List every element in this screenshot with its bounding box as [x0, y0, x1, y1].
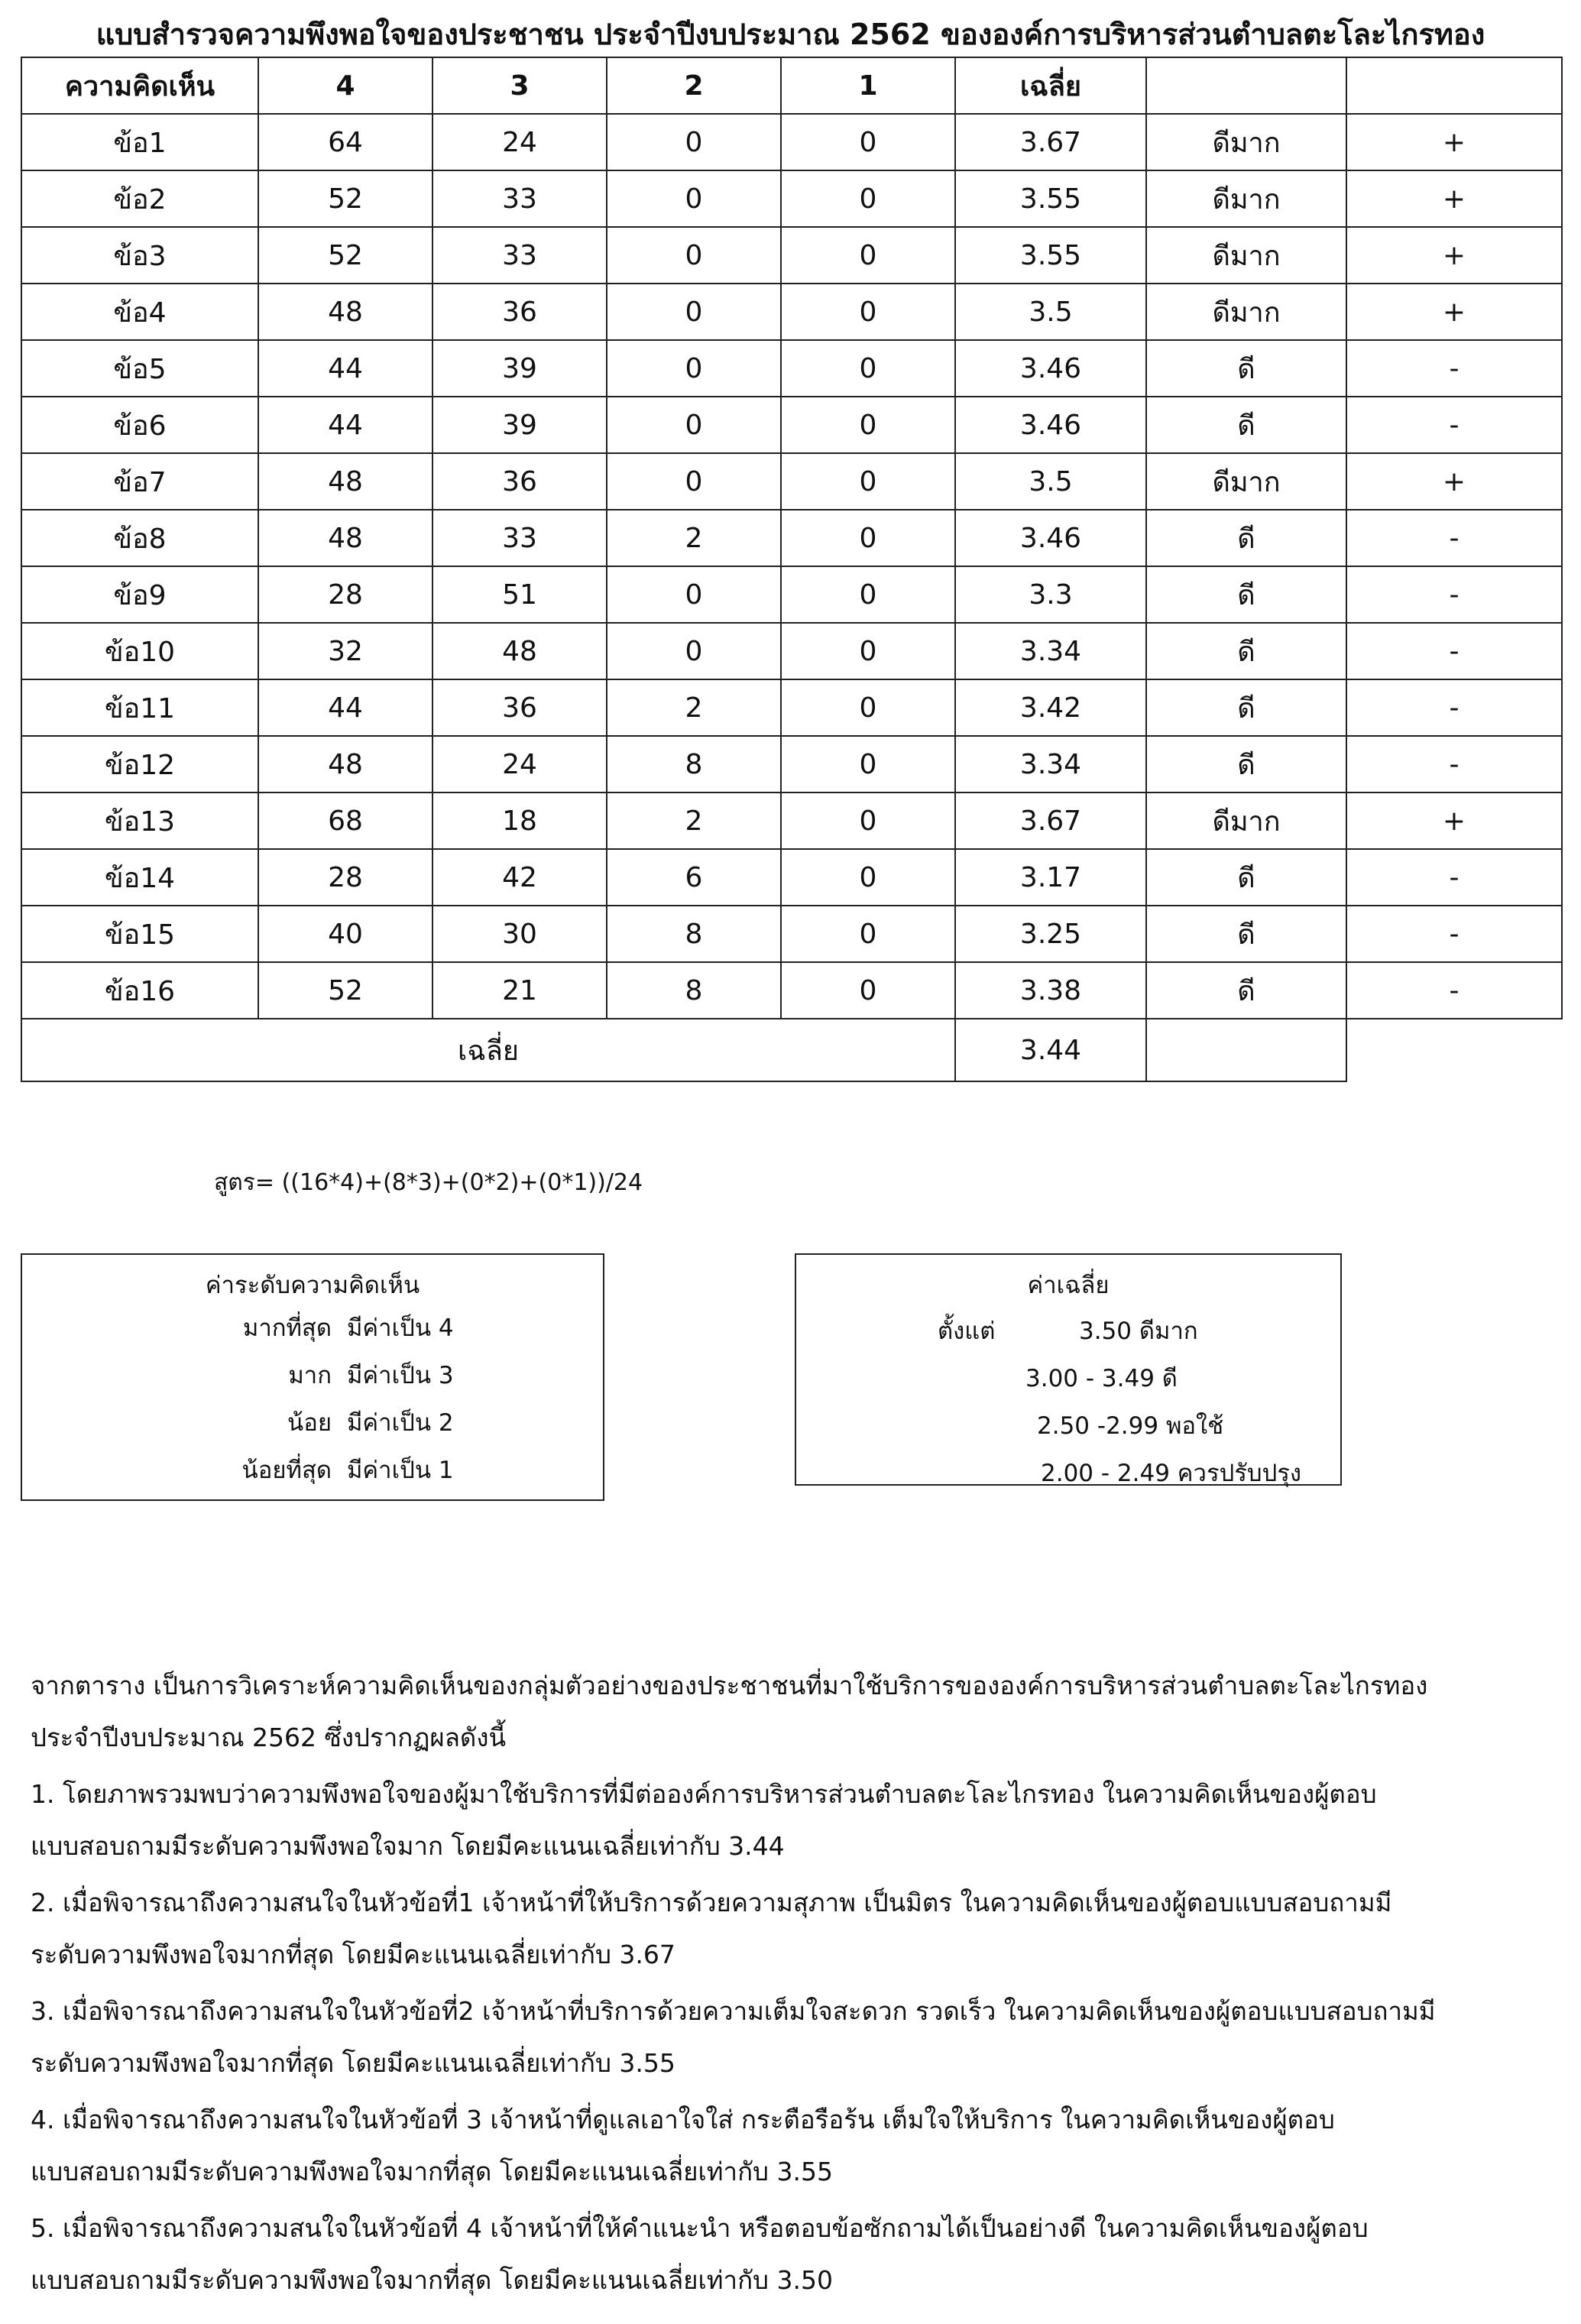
score-2-count: 0: [607, 170, 781, 227]
analysis-item-line: 4. เมื่อพิจารณาถึงความสนใจในหัวข้อที่ 3 เจ้าหน้าที่ดูแลเอาใจใส่ กระตือรือร้น เต็มใจให้บริการ ในความคิดเห็นของผู้ตอบ: [31, 2105, 1335, 2134]
score-2-count: 2: [607, 792, 781, 849]
average-ranges-box: [795, 1253, 1342, 1486]
score-3-count: 33: [433, 227, 607, 284]
table-row: [21, 566, 1562, 623]
score-2-count: 6: [607, 849, 781, 906]
score-1-count: 0: [781, 114, 955, 170]
table-row: [21, 906, 1562, 962]
row-label: ข้อ6: [21, 397, 258, 453]
header-opinion: ความคิดเห็น: [21, 57, 258, 114]
row-label: ข้อ12: [21, 736, 258, 792]
row-average: 3.5: [955, 284, 1146, 340]
score-4-count: 44: [258, 679, 433, 736]
row-label: ข้อ5: [21, 340, 258, 397]
row-level: ดี: [1146, 962, 1346, 1019]
score-4-count: 28: [258, 566, 433, 623]
row-level: ดีมาก: [1146, 170, 1346, 227]
header-score-2: 2: [607, 57, 781, 114]
table-row: [21, 679, 1562, 736]
row-mark: -: [1346, 736, 1562, 792]
row-average: 3.17: [955, 849, 1146, 906]
analysis-item-line: ระดับความพึงพอใจมากที่สุด โดยมีคะแนนเฉลี่ยเท่ากับ 3.67: [31, 1940, 675, 1969]
table-row: [21, 453, 1562, 510]
row-average: 3.38: [955, 962, 1146, 1019]
row-mark: +: [1346, 227, 1562, 284]
score-4-count: 64: [258, 114, 433, 170]
row-label: ข้อ9: [21, 566, 258, 623]
row-level: ดีมาก: [1146, 284, 1346, 340]
opinion-level-label: มาก: [288, 1362, 332, 1389]
row-level: ดี: [1146, 679, 1346, 736]
score-4-count: 32: [258, 623, 433, 679]
row-label: ข้อ2: [21, 170, 258, 227]
row-label: ข้อ3: [21, 227, 258, 284]
overall-average-empty-cell-2: [1346, 1019, 1562, 1081]
analysis-item: [31, 1877, 1551, 1981]
row-mark: -: [1346, 340, 1562, 397]
analysis-item-line: 5. เมื่อพิจารณาถึงความสนใจในหัวข้อที่ 4 เจ้าหน้าที่ให้คำแนะนำ หรือตอบข้อซักถามได้เป็นอย่างดี ในความคิดเห็นของผู้ตอบ: [31, 2213, 1369, 2243]
opinion-level-value: มีค่าเป็น 2: [347, 1409, 454, 1437]
score-3-count: 48: [433, 623, 607, 679]
overall-average-label: เฉลี่ย: [21, 1019, 955, 1081]
opinion-level-row: [22, 1403, 603, 1449]
row-label: ข้อ14: [21, 849, 258, 906]
row-mark: +: [1346, 284, 1562, 340]
table-row: [21, 962, 1562, 1019]
row-average: 3.5: [955, 453, 1146, 510]
score-2-count: 8: [607, 906, 781, 962]
row-level: ดีมาก: [1146, 114, 1346, 170]
row-level: ดีมาก: [1146, 453, 1346, 510]
score-4-count: 44: [258, 340, 433, 397]
row-average: 3.46: [955, 397, 1146, 453]
score-1-count: 0: [781, 170, 955, 227]
score-1-count: 0: [781, 340, 955, 397]
row-average: 3.46: [955, 340, 1146, 397]
analysis-item-line: แบบสอบถามมีระดับความพึงพอใจมากที่สุด โดยมีคะแนนเฉลี่ยเท่ากับ 3.50: [31, 2265, 833, 2295]
row-average: 3.34: [955, 736, 1146, 792]
row-label: ข้อ13: [21, 792, 258, 849]
score-2-count: 2: [607, 510, 781, 566]
score-1-count: 0: [781, 792, 955, 849]
row-mark: +: [1346, 114, 1562, 170]
row-mark: -: [1346, 510, 1562, 566]
score-4-count: 52: [258, 227, 433, 284]
row-label: ข้อ15: [21, 906, 258, 962]
table-row: [21, 623, 1562, 679]
score-3-count: 39: [433, 397, 607, 453]
analysis-item-line: แบบสอบถามมีระดับความพึงพอใจมาก โดยมีคะแนนเฉลี่ยเท่ากับ 3.44: [31, 1831, 785, 1861]
row-label: ข้อ8: [21, 510, 258, 566]
table-row: [21, 849, 1562, 906]
score-3-count: 30: [433, 906, 607, 962]
opinion-levels-box: [21, 1253, 604, 1501]
analysis-item-line: แบบสอบถามมีระดับความพึงพอใจมากที่สุด โดยมีคะแนนเฉลี่ยเท่ากับ 3.55: [31, 2157, 833, 2186]
analysis-item-line: 3. เมื่อพิจารณาถึงความสนใจในหัวข้อที่2 เจ้าหน้าที่บริการด้วยความเต็มใจสะดวก รวดเร็ว ในความคิดเห็นของผู้ตอบแบบสอบถามมี: [31, 1996, 1436, 2026]
score-2-count: 0: [607, 453, 781, 510]
analysis-intro-line: ประจำปีงบประมาณ 2562 ซึ่งปรากฏผลดังนี้: [31, 1723, 507, 1752]
row-label: ข้อ1: [21, 114, 258, 170]
score-3-count: 36: [433, 679, 607, 736]
opinion-level-row: [22, 1308, 603, 1354]
opinion-level-label: มากที่สุด: [242, 1314, 332, 1342]
score-1-count: 0: [781, 510, 955, 566]
score-1-count: 0: [781, 962, 955, 1019]
score-2-count: 0: [607, 623, 781, 679]
score-2-count: 0: [607, 397, 781, 453]
opinion-level-value: มีค่าเป็น 3: [347, 1362, 454, 1389]
score-4-count: 28: [258, 849, 433, 906]
row-label: ข้อ4: [21, 284, 258, 340]
survey-table: [21, 57, 1563, 1082]
row-label: ข้อ10: [21, 623, 258, 679]
header-score-3: 3: [433, 57, 607, 114]
score-3-count: 36: [433, 453, 607, 510]
row-mark: -: [1346, 906, 1562, 962]
score-4-count: 44: [258, 397, 433, 453]
row-average: 3.55: [955, 170, 1146, 227]
header-level: [1146, 57, 1346, 114]
row-level: ดีมาก: [1146, 227, 1346, 284]
table-row: [21, 340, 1562, 397]
row-average: 3.67: [955, 114, 1146, 170]
score-3-count: 21: [433, 962, 607, 1019]
score-4-count: 40: [258, 906, 433, 962]
score-4-count: 52: [258, 170, 433, 227]
score-3-count: 24: [433, 736, 607, 792]
row-mark: -: [1346, 397, 1562, 453]
score-2-count: 2: [607, 679, 781, 736]
header-average: เฉลี่ย: [955, 57, 1146, 114]
analysis-item: [31, 2202, 1551, 2306]
row-mark: -: [1346, 566, 1562, 623]
row-label: ข้อ16: [21, 962, 258, 1019]
score-2-count: 0: [607, 340, 781, 397]
score-4-count: 68: [258, 792, 433, 849]
row-level: ดี: [1146, 397, 1346, 453]
row-level: ดี: [1146, 849, 1346, 906]
row-mark: -: [1346, 623, 1562, 679]
table-row: [21, 227, 1562, 284]
table-row: [21, 397, 1562, 453]
header-mark: [1346, 57, 1562, 114]
row-label: ข้อ7: [21, 453, 258, 510]
score-3-count: 36: [433, 284, 607, 340]
row-mark: +: [1346, 453, 1562, 510]
score-3-count: 39: [433, 340, 607, 397]
opinion-level-row: [22, 1356, 603, 1402]
table-average-row: [21, 1019, 1562, 1081]
score-1-count: 0: [781, 284, 955, 340]
table-header-row: [21, 57, 1562, 114]
opinion-level-label: น้อย: [287, 1409, 332, 1437]
analysis-item: [31, 1768, 1551, 1872]
table-row: [21, 284, 1562, 340]
table-body: [21, 114, 1562, 1019]
analysis-item: [31, 2094, 1551, 2198]
opinion-levels-heading: ค่าระดับความคิดเห็น: [205, 1272, 420, 1299]
row-mark: -: [1346, 849, 1562, 906]
score-4-count: 48: [258, 736, 433, 792]
header-score-1: 1: [781, 57, 955, 114]
score-1-count: 0: [781, 397, 955, 453]
analysis-item-line: ระดับความพึงพอใจมากที่สุด โดยมีคะแนนเฉลี่ยเท่ากับ 3.55: [31, 2048, 675, 2078]
analysis-intro-line: จากตาราง เป็นการวิเคราะห์ความคิดเห็นของกลุ่มตัวอย่างของประชาชนที่มาใช้บริการขององค์การบริหารส่วนตำบลตะโละไกรทอง: [31, 1671, 1428, 1700]
score-3-count: 51: [433, 566, 607, 623]
score-4-count: 48: [258, 453, 433, 510]
row-mark: -: [1346, 962, 1562, 1019]
row-level: ดี: [1146, 340, 1346, 397]
row-average: 3.25: [955, 906, 1146, 962]
row-mark: -: [1346, 679, 1562, 736]
row-level: ดีมาก: [1146, 792, 1346, 849]
average-ranges-heading: ค่าเฉลี่ย: [1027, 1272, 1110, 1299]
score-3-count: 24: [433, 114, 607, 170]
score-4-count: 48: [258, 284, 433, 340]
opinion-level-label: น้อยที่สุด: [241, 1457, 332, 1484]
analysis-item-line: 1. โดยภาพรวมพบว่าความพึงพอใจของผู้มาใช้บริการที่มีต่อองค์การบริหารส่วนตำบลตะโละไกรทอง ในความคิดเห็นของผู้ตอบ: [31, 1779, 1377, 1809]
score-1-count: 0: [781, 679, 955, 736]
score-3-count: 33: [433, 170, 607, 227]
row-average: 3.67: [955, 792, 1146, 849]
opinion-level-value: มีค่าเป็น 4: [347, 1314, 454, 1342]
average-range-item: 3.50 ดีมาก: [1079, 1318, 1198, 1345]
row-average: 3.46: [955, 510, 1146, 566]
score-3-count: 33: [433, 510, 607, 566]
average-range-item: 2.00 - 2.49 ควรปรับปรุง: [1041, 1460, 1302, 1487]
score-1-count: 0: [781, 453, 955, 510]
formula-text: สูตร= ((16*4)+(8*3)+(0*2)+(0*1))/24: [214, 1169, 643, 1196]
analysis-section: [31, 1660, 1551, 2306]
table-row: [21, 736, 1562, 792]
header-score-4: 4: [258, 57, 433, 114]
score-1-count: 0: [781, 906, 955, 962]
table-row: [21, 510, 1562, 566]
row-average: 3.42: [955, 679, 1146, 736]
document-title: แบบสำรวจความพึงพอใจของประชาชน ประจำปีงบประมาณ 2562 ขององค์การบริหารส่วนตำบลตะโละไกรทอง: [96, 18, 1485, 51]
score-2-count: 0: [607, 114, 781, 170]
score-3-count: 42: [433, 849, 607, 906]
analysis-item-line: 2. เมื่อพิจารณาถึงความสนใจในหัวข้อที่1 เจ้าหน้าที่ให้บริการด้วยความสุภาพ เป็นมิตร ในความคิดเห็นของผู้ตอบแบบสอบถามมี: [31, 1888, 1392, 1917]
opinion-level-row: [22, 1450, 603, 1496]
score-2-count: 8: [607, 736, 781, 792]
row-average: 3.55: [955, 227, 1146, 284]
analysis-item: [31, 1985, 1551, 2089]
score-1-count: 0: [781, 227, 955, 284]
row-average: 3.3: [955, 566, 1146, 623]
table-row: [21, 114, 1562, 170]
score-2-count: 0: [607, 227, 781, 284]
score-4-count: 52: [258, 962, 433, 1019]
average-range-from-label: ตั้งแต่: [938, 1318, 996, 1345]
score-2-count: 8: [607, 962, 781, 1019]
score-1-count: 0: [781, 623, 955, 679]
score-4-count: 48: [258, 510, 433, 566]
row-level: ดี: [1146, 906, 1346, 962]
score-2-count: 0: [607, 284, 781, 340]
score-1-count: 0: [781, 566, 955, 623]
row-level: ดี: [1146, 566, 1346, 623]
score-2-count: 0: [607, 566, 781, 623]
table-row: [21, 792, 1562, 849]
score-3-count: 18: [433, 792, 607, 849]
score-1-count: 0: [781, 849, 955, 906]
row-mark: +: [1346, 170, 1562, 227]
row-level: ดี: [1146, 510, 1346, 566]
row-mark: +: [1346, 792, 1562, 849]
row-level: ดี: [1146, 623, 1346, 679]
row-average: 3.34: [955, 623, 1146, 679]
average-range-item: 2.50 -2.99 พอใช้: [1037, 1412, 1224, 1440]
overall-average-value: 3.44: [955, 1019, 1146, 1081]
overall-average-empty-cell: [1146, 1019, 1346, 1081]
score-1-count: 0: [781, 736, 955, 792]
table-row: [21, 170, 1562, 227]
row-label: ข้อ11: [21, 679, 258, 736]
row-level: ดี: [1146, 736, 1346, 792]
average-range-item: 3.00 - 3.49 ดี: [1025, 1365, 1178, 1392]
opinion-level-value: มีค่าเป็น 1: [347, 1457, 454, 1484]
